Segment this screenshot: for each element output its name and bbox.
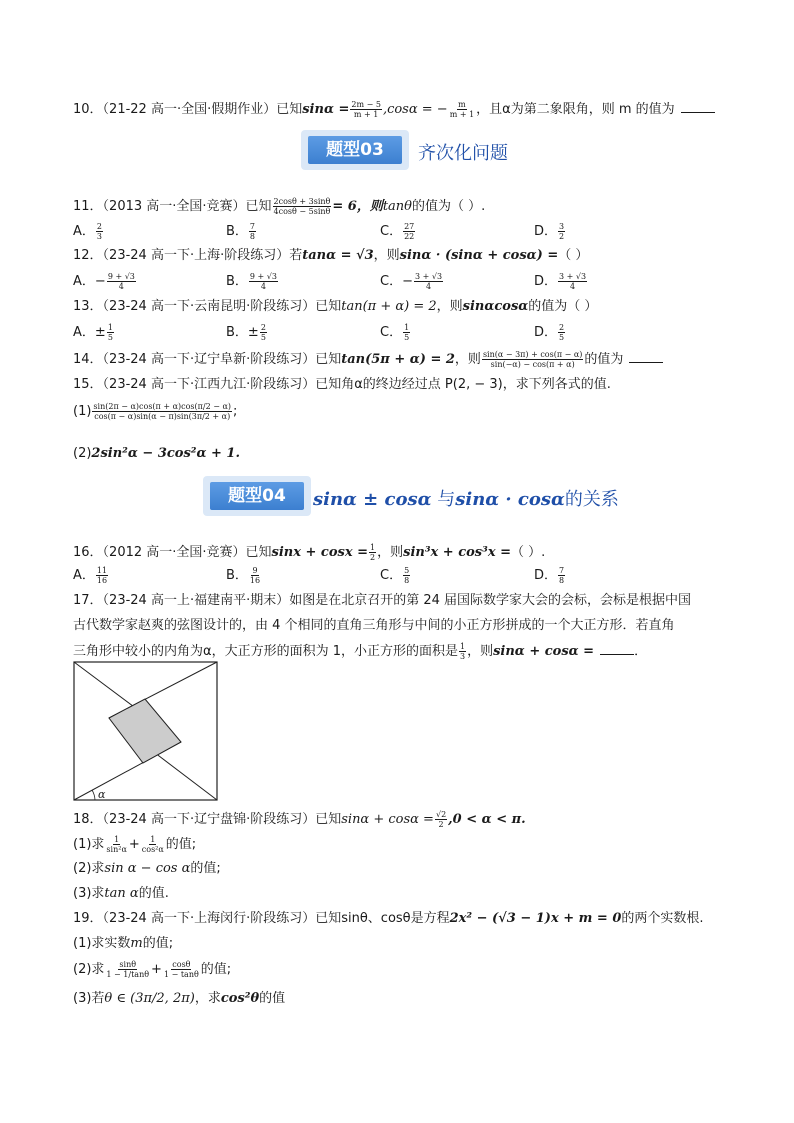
option-c[interactable] [380, 566, 411, 585]
section-title [313, 485, 619, 511]
text-fragment: (1)求实数 [73, 936, 131, 951]
text-fragment: m + 1 [353, 110, 379, 119]
section-banner-04 [203, 476, 623, 516]
text-fragment: （23-24 高一上·福建南平·期末）如图是在北京召开的第 24 届国际数学家大会的会标，会标是根据中国 [102, 593, 692, 608]
text-fragment: 11 [96, 566, 108, 575]
text-fragment: 18． [73, 812, 103, 827]
text-fragment: 2 [438, 820, 444, 829]
question-15-part1 [73, 402, 237, 421]
text-fragment: 15． [73, 377, 103, 392]
angle-label: α [98, 788, 106, 801]
text-fragment: 17． [73, 593, 103, 608]
question-10 [73, 100, 715, 119]
text-fragment: 5 [404, 566, 410, 575]
text-fragment: (2) [73, 446, 92, 461]
text-fragment: cos(π − α)sin(α − π)sin(3π/2 + α) [94, 412, 231, 421]
text-fragment: 1 [150, 835, 156, 844]
text-fragment: (2)求 [73, 962, 105, 977]
fraction [350, 100, 382, 119]
question-12 [73, 247, 588, 265]
text-fragment: 2 [559, 323, 565, 332]
text-fragment: tan α [104, 886, 139, 901]
text-fragment: ± [94, 325, 106, 340]
text-fragment: ，求 [194, 991, 221, 1006]
text-fragment: m + 1 [449, 110, 475, 119]
text-fragment: C． [380, 568, 403, 583]
text-fragment: （23-24 高一下·上海闵行·阶段练习）已知sinθ、cosθ是方程 [102, 911, 450, 926]
text-fragment: 5 [260, 333, 266, 342]
option-a[interactable] [73, 222, 104, 241]
text-fragment: 3 [559, 222, 565, 231]
text-fragment: （23-24 高一下·上海·阶段练习）若 [102, 248, 303, 263]
text-fragment: （ ） [558, 248, 589, 263]
option-b[interactable] [226, 323, 268, 342]
text-fragment: sinαcosα [462, 299, 529, 314]
text-fragment: A． [73, 224, 95, 239]
text-fragment: B． [226, 224, 248, 239]
q-text: ，且α为第二象限角，则 m 的值为 [476, 102, 675, 117]
text-fragment: （2013 高一·全国·竞赛）已知 [102, 199, 272, 214]
text-fragment: 1 [459, 642, 466, 651]
text-fragment: 4 [425, 282, 432, 291]
text-fragment: B． [226, 568, 248, 583]
option-a[interactable] [73, 272, 137, 291]
text-fragment: sinα · (sinα + cosα) = [399, 248, 559, 263]
text-fragment: sinx + cosx = [271, 545, 369, 560]
text-fragment: D． [534, 224, 558, 239]
text-fragment: A． [73, 568, 95, 583]
text-fragment: 的值; [165, 837, 197, 852]
text-fragment: D． [534, 274, 558, 289]
text-fragment: A． [73, 274, 95, 289]
section-title: 齐次化问题 [418, 143, 508, 164]
text-fragment: 2 [96, 222, 102, 231]
text-fragment: 1 [404, 323, 410, 332]
text-fragment: √2 [435, 810, 447, 819]
text-fragment: 三角形中较小的内角为α，大正方形的面积为 1，小正方形的面积是 [73, 644, 458, 659]
text-fragment: sin(2π − α)cos(π + α)cos(π/2 − α) [93, 402, 231, 411]
text-fragment: − [94, 274, 106, 289]
q-number: 10． [73, 102, 103, 117]
text-fragment: 13． [73, 299, 103, 314]
fraction [273, 197, 332, 216]
text-fragment: cos²θ [220, 991, 260, 1006]
question-13 [73, 298, 597, 316]
option-a[interactable] [73, 566, 109, 585]
text-fragment: 4cosθ − 5sinθ [273, 207, 331, 216]
text-fragment: 的值; [200, 962, 232, 977]
text-fragment: 古代数学家赵爽的弦图设计的，由 4 个相同的直角三角形与中间的小正方形拼成的一个大正方形．若直角 [73, 618, 675, 633]
text-fragment: 1 [114, 835, 120, 844]
fraction [92, 402, 232, 421]
text-fragment: sinα + cosα = [493, 644, 595, 659]
fraction [482, 350, 583, 369]
text-fragment: sin(−α) − cos(π + α) [490, 360, 575, 369]
option-b[interactable] [226, 272, 279, 291]
text-fragment: 5 [404, 333, 410, 342]
text-fragment: C． [380, 274, 403, 289]
text-fragment: sinθ [119, 960, 137, 969]
text-fragment: 4 [570, 282, 576, 291]
option-a[interactable] [73, 323, 115, 342]
text-fragment: (2)求 [73, 861, 105, 876]
text-fragment: 3 [96, 232, 102, 241]
text-fragment: （23-24 高一下·云南昆明·阶段练习）已知 [102, 299, 342, 314]
text-fragment: tan(π + α) = 2 [341, 299, 437, 314]
question-19-part1 [73, 935, 173, 953]
text-fragment: (3)求 [73, 886, 105, 901]
badge-label: 题型03 [308, 136, 402, 164]
text-fragment: (1) [73, 404, 92, 419]
text-fragment: 11． [73, 199, 103, 214]
text-fragment: 8 [249, 232, 256, 241]
text-fragment: 16． [73, 545, 103, 560]
text-fragment: 22 [404, 232, 415, 241]
text-fragment: 2 [370, 553, 376, 562]
option-b[interactable] [226, 566, 262, 585]
text-fragment: 1 [370, 543, 376, 552]
text-fragment: cos²α [141, 845, 164, 854]
text-fragment: ; [233, 404, 238, 419]
question-17-line1 [73, 592, 691, 610]
text-fragment: 的两个实数根. [621, 911, 704, 926]
text-fragment: tanα = √3 [302, 248, 374, 263]
text-fragment: ，则 [436, 299, 463, 314]
question-16 [73, 543, 545, 562]
text-fragment: 1 − 1/tanθ [106, 970, 150, 979]
option-c[interactable] [380, 222, 416, 241]
text-fragment: B． [226, 325, 248, 340]
text-fragment: C． [380, 325, 403, 340]
text-fragment: 9 [252, 566, 258, 575]
text-fragment: sin³x + cos³x = [403, 545, 511, 560]
text-fragment: （ ）. [511, 545, 546, 560]
answer-blank[interactable] [681, 100, 715, 113]
fraction [449, 100, 475, 119]
text-fragment: θ ∈ (3π/2, 2π) [104, 991, 195, 1006]
text-fragment: ． [634, 644, 648, 659]
text-fragment: 3 + √3 [414, 272, 443, 281]
text-fragment: 的值; [142, 936, 174, 951]
text-fragment: C． [380, 224, 403, 239]
zhao-shuang-diagram [73, 661, 218, 801]
question-18-part3 [73, 885, 169, 903]
text-fragment: ，则 [377, 545, 404, 560]
text-fragment: 12． [73, 248, 103, 263]
question-18-part1 [73, 835, 196, 854]
text-fragment: 2 [260, 323, 266, 332]
text-fragment: 1 [107, 323, 113, 332]
math: ,cosα = − [382, 102, 448, 117]
text-fragment: 9 + √3 [107, 272, 135, 281]
text-fragment: 的关系 [564, 489, 619, 510]
option-b[interactable] [226, 222, 257, 241]
text-fragment: D． [534, 568, 558, 583]
text-fragment: 的值为（ ） [528, 299, 598, 314]
text-fragment: ，则 [467, 644, 494, 659]
option-d[interactable] [534, 222, 566, 241]
math: sinα = [302, 102, 350, 117]
badge-label: 题型04 [210, 482, 304, 510]
text-fragment: D． [534, 325, 558, 340]
text-fragment: 3 + √3 [559, 272, 587, 281]
section-badge [203, 476, 311, 516]
text-fragment: 8 [559, 576, 565, 585]
text-fragment: B． [226, 274, 248, 289]
option-c[interactable] [380, 323, 411, 342]
text-fragment: sin²α [106, 845, 127, 854]
text-fragment: sin α − cos α [104, 861, 191, 876]
text-fragment: 9 + √3 [249, 272, 277, 281]
text-fragment: 的值为（ ）. [412, 199, 486, 214]
text-fragment: ，则 [373, 248, 400, 263]
text-fragment: (1)求 [73, 837, 105, 852]
text-fragment: 的值 [259, 991, 286, 1006]
text-fragment: 2cosθ + 3sinθ [273, 197, 331, 206]
question-18 [73, 810, 526, 829]
text-fragment: 1 − tanθ [163, 970, 199, 979]
text-fragment: 5 [107, 333, 113, 342]
question-11 [73, 197, 485, 216]
text-fragment: ± [247, 325, 259, 340]
text-fragment: 7 [249, 222, 256, 231]
section-badge [301, 130, 409, 170]
text-fragment: ，则 [454, 352, 481, 367]
text-fragment: 2x² − (√3 − 1)x + m = 0 [449, 911, 622, 926]
text-fragment: tanθ [382, 199, 413, 214]
text-fragment: 的值为 [584, 352, 624, 367]
question-19-part2 [73, 960, 231, 979]
text-fragment: 3 [459, 652, 466, 661]
answer-blank[interactable] [629, 350, 663, 363]
text-fragment: m [130, 936, 143, 951]
text-fragment: 2sin²α − 3cos²α + 1. [91, 446, 240, 461]
text-fragment: 7 [559, 566, 565, 575]
text-fragment: + [151, 962, 162, 977]
text-fragment: (3)若 [73, 991, 105, 1006]
text-fragment: = 6，则 [332, 199, 383, 214]
text-fragment: 14． [73, 352, 103, 367]
option-d[interactable] [534, 272, 588, 291]
option-c[interactable] [380, 272, 444, 291]
question-15-part2 [73, 445, 240, 463]
text-fragment: 4 [260, 282, 266, 291]
text-fragment: 的值. [138, 886, 169, 901]
text-fragment: cosθ [172, 960, 191, 969]
q-source: （21-22 高一·全国·假期作业）已知 [102, 102, 303, 117]
text-fragment: 8 [404, 576, 410, 585]
option-d[interactable] [534, 566, 566, 585]
question-14 [73, 350, 663, 369]
answer-blank[interactable] [600, 642, 634, 655]
text-fragment: sin(α − 3π) + cos(π − α) [482, 350, 583, 359]
option-d[interactable] [534, 323, 566, 342]
text-fragment: 的值; [190, 861, 221, 876]
text-fragment: （2012 高一·全国·竞赛）已知 [102, 545, 272, 560]
text-fragment: 19． [73, 911, 103, 926]
text-fragment: 16 [96, 576, 108, 585]
question-17-line3 [73, 642, 647, 661]
text-fragment: （23-24 高一下·辽宁阜新·阶段练习）已知 [102, 352, 342, 367]
section-banner-03 [301, 130, 621, 170]
text-fragment: A． [73, 325, 95, 340]
text-fragment: − [402, 274, 413, 289]
text-fragment: 27 [404, 222, 415, 231]
text-fragment: sinα + cosα = [341, 812, 434, 827]
text-fragment: ,0 < α < π. [448, 812, 526, 827]
text-fragment: sinα · cosα [455, 489, 565, 510]
question-19 [73, 910, 704, 928]
text-fragment: 2m − 5 [351, 100, 381, 109]
question-19-part3 [73, 990, 285, 1008]
text-fragment: tan(5π + α) = 2 [341, 352, 455, 367]
question-17-line2 [73, 617, 675, 635]
question-15 [73, 376, 611, 394]
text-fragment: 5 [559, 333, 565, 342]
text-fragment: （23-24 高一下·辽宁盘锦·阶段练习）已知 [102, 812, 342, 827]
text-fragment: 2 [559, 232, 565, 241]
question-18-part2 [73, 860, 221, 878]
text-fragment: 4 [118, 282, 124, 291]
text-fragment: 16 [249, 576, 261, 585]
text-fragment: m [458, 100, 466, 109]
text-fragment: 与 [437, 489, 456, 510]
text-fragment: + [128, 837, 140, 852]
text-fragment: （23-24 高一下·江西九江·阶段练习）已知角α的终边经过点 P(2, − 3)，求下列各式的值. [102, 377, 611, 392]
text-fragment: sinα ± cosα [313, 489, 432, 510]
